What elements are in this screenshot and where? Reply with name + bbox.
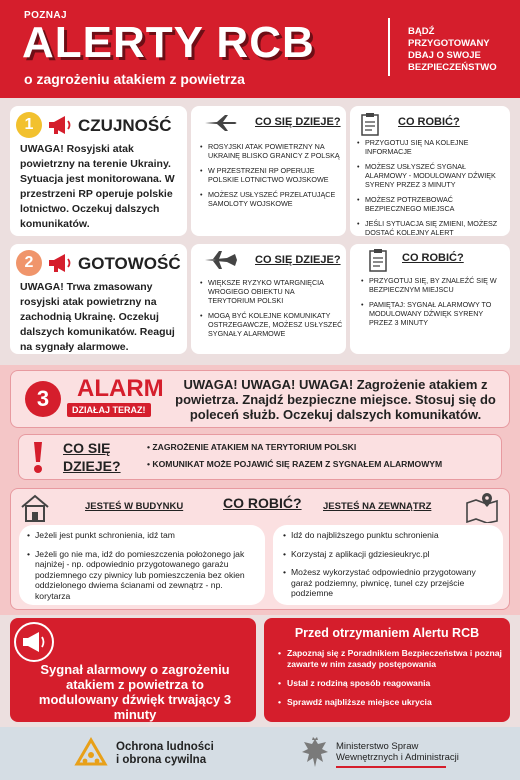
list-item: • Sprawdź najbliższe miejsce ukrycia (278, 697, 504, 708)
level1-what-heading: CO SIĘ DZIEJE? (255, 116, 341, 128)
level1-todo-heading: CO ROBIĆ? (398, 116, 460, 128)
level1-what-list (199, 142, 343, 214)
level1-title: CZUJNOŚĆ (78, 116, 172, 135)
civil-defense-logo-icon (74, 737, 108, 771)
alarm-badge: DZIAŁAJ TERAZ! (67, 403, 151, 417)
checklist-icon (368, 248, 388, 272)
level2-todo-list (360, 276, 506, 333)
signal-panel (10, 618, 256, 722)
list-item: • PAMIĘTAJ: SYGNAŁ ALARMOWY TO MODULOWANY DŹWIĘK SYRENY PRZEZ 3 MINUTY (360, 300, 506, 327)
list-item: • MOŻESZ USŁYSZEĆ SYGNAŁ ALARMOWY - MODULOWANY DŹWIĘK SYRENY PRZEZ 3 MINUTY (356, 162, 506, 189)
outside-box (273, 525, 503, 605)
alarm-card (10, 370, 510, 428)
drone-icon (203, 250, 239, 270)
list-item: • MOŻESZ USŁYSZEĆ PRZELATUJĄCE SAMOLOTY WOJSKOWE (199, 190, 343, 208)
list-item: • ZAGROŻENIE ATAKIEM NA TERYTORIUM POLSKI (147, 442, 357, 452)
level1-todo-card (350, 106, 510, 236)
inside-list (27, 530, 259, 609)
list-item: • PRZYGOTUJ SIĘ, BY ZNALEŹĆ SIĘ W BEZPIECZNYM MIEJSCU (360, 276, 506, 294)
level2-todo-card (350, 244, 510, 354)
level2-what-heading: CO SIĘ DZIEJE? (255, 254, 341, 266)
list-item: • Jeżeli jest punkt schronienia, idź tam (27, 530, 259, 541)
footer-org-left-line1: Ochrona ludności (116, 741, 214, 753)
outside-list (283, 530, 497, 607)
inside-heading: JESTEŚ W BUDYNKU (85, 501, 184, 512)
footer (0, 727, 520, 780)
level2-card (10, 244, 187, 354)
list-item: • MOGĄ BYĆ KOLEJNE KOMUNIKATY OSTRZEGAWCZE, MOŻESZ USŁYSZEĆ SYGNAŁY ALARMOWE (199, 311, 343, 338)
list-item: • Możesz wykorzystać odpowiednio przygotowany garaż podziemny, piwnicę, tunel czy przejście podziemne (283, 567, 497, 599)
header-kicker: POZNAJ (24, 10, 67, 21)
plane-icon (203, 114, 239, 132)
alarm-message: UWAGA! UWAGA! UWAGA! Zagrożenie atakiem z powietrza. Znajdź bezpieczne miejsce. Stosuj się do poleceń służb. Oczekuj dalszych komunikatów. (175, 377, 496, 422)
level1-text: UWAGA! Rosyjski atak powietrzny na terenie Ukrainy. Sytuacja jest monitorowana. W przestrzeni RP operuje polskie lotnictwo. Oczekuj dalszych komunikatów. (20, 143, 175, 230)
alarm-word: ALARM (77, 375, 164, 402)
list-item-text: ZAGROŻENIE ATAKIEM NA TERYTORIUM POLSKI (152, 442, 357, 452)
level2-what-card (191, 244, 346, 354)
page-title: ALERTY RCB (22, 18, 315, 67)
prepare-title: Przed otrzymaniem Alertu RCB (294, 626, 480, 640)
alarm-todo-title: CO ROBIĆ? (223, 495, 302, 511)
footer-org-left (116, 741, 214, 767)
level2-number: 2 (16, 250, 42, 276)
megaphone-icon (46, 252, 74, 274)
signal-text: Sygnał alarmowy o zagrożeniu atakiem z powietrza to modulowany dźwięk trwający 3 minuty (38, 662, 232, 722)
footer-red-rule (336, 766, 446, 768)
header-side-note: BĄDŹ PRZYGOTOWANY DBAJ O SWOJE BEZPIECZEŃSTWO (408, 26, 497, 73)
prepare-list (278, 648, 504, 716)
list-item: • WIĘKSZE RYZYKO WTARGNIĘCIA WROGIEGO OBIEKTU NA TERYTORIUM POLSKI (199, 278, 343, 305)
map-pin-icon (465, 491, 499, 523)
prepare-panel (264, 618, 510, 722)
level1-number: 1 (16, 112, 42, 138)
list-item: • W PRZESTRZENI RP OPERUJE POLSKIE LOTNICTWO WOJSKOWE (199, 166, 343, 184)
alarm-what-list (147, 442, 497, 476)
list-item: • PRZYGOTUJ SIĘ NA KOLEJNE INFORMACJE (356, 138, 506, 156)
alarm-what-label-1: CO SIĘ (63, 440, 111, 456)
level2-title: GOTOWOŚĆ (78, 254, 181, 273)
header-divider (388, 18, 390, 76)
footer-org-right (336, 741, 459, 763)
list-item: • Idź do najbliższego punktu schronienia (283, 530, 497, 541)
list-item: • Jeżeli go nie ma, idź do pomieszczenia położonego jak najniżej - np. odpowiednio przygotowanego garażu podziemnego czy piwnicy lub pomieszczenia bez okien oddzielonego dwiema ścianami od zewnątrz - np. korytarza (27, 549, 259, 602)
alarm-number: 3 (25, 381, 61, 417)
list-item: • MOŻESZ POTRZEBOWAĆ BEZPIECZNEGO MIEJSCA (356, 195, 506, 213)
alarm-what-card (18, 434, 502, 480)
list-item: • ROSYJSKI ATAK POWIETRZNY NA UKRAINĘ BLISKO GRANICY Z POLSKĄ (199, 142, 343, 160)
list-item: • Korzystaj z aplikacji gdziesieukryc.pl (283, 549, 497, 560)
footer-org-left-line2: i obrona cywilna (116, 754, 207, 766)
level2-text: UWAGA! Trwa zmasowany rosyjski atak powietrzny na zachodnią Ukrainę. Oczekuj dalszych komunikatów. Reaguj na sygnały alarmowe. (20, 281, 175, 353)
level2-what-list (199, 278, 343, 344)
list-item: • Zapoznaj się z Poradnikiem Bezpieczeństwa i poznaj zawarte w nim zasady postępowania (278, 648, 504, 670)
alarm-what-label-2: DZIEJE? (63, 458, 121, 474)
level1-card (10, 106, 187, 236)
megaphone-icon (46, 114, 74, 136)
list-item-text: KOMUNIKAT MOŻE POJAWIĆ SIĘ RAZEM Z SYGNAŁEM ALARMOWYM (152, 459, 443, 469)
loudspeaker-icon (14, 622, 58, 662)
list-item: • KOMUNIKAT MOŻE POJAWIĆ SIĘ RAZEM Z SYGNAŁEM ALARMOWYM (147, 459, 443, 469)
footer-org-right-line2: Wewnętrznych i Administracji (336, 752, 459, 763)
footer-org-right-line1: Ministerstwo Spraw (336, 741, 419, 752)
level1-what-card (191, 106, 346, 236)
level2-todo-heading: CO ROBIĆ? (402, 252, 464, 264)
header-banner (0, 0, 520, 98)
list-item: • JEŚLI SYTUACJA SIĘ ZMIENI, MOŻESZ DOSTAĆ KOLEJNY ALERT (356, 219, 506, 237)
eagle-emblem-icon (300, 736, 330, 770)
exclamation-icon (31, 440, 45, 474)
checklist-icon (360, 112, 380, 136)
page-subtitle: o zagrożeniu atakiem z powietrza (24, 71, 245, 87)
outside-heading: JESTEŚ NA ZEWNĄTRZ (323, 501, 432, 512)
inside-box (19, 525, 265, 605)
level1-todo-list (356, 138, 506, 243)
alarm-todo-card (10, 488, 510, 610)
house-icon (19, 493, 51, 523)
list-item: • Ustal z rodziną sposób reagowania (278, 678, 504, 689)
